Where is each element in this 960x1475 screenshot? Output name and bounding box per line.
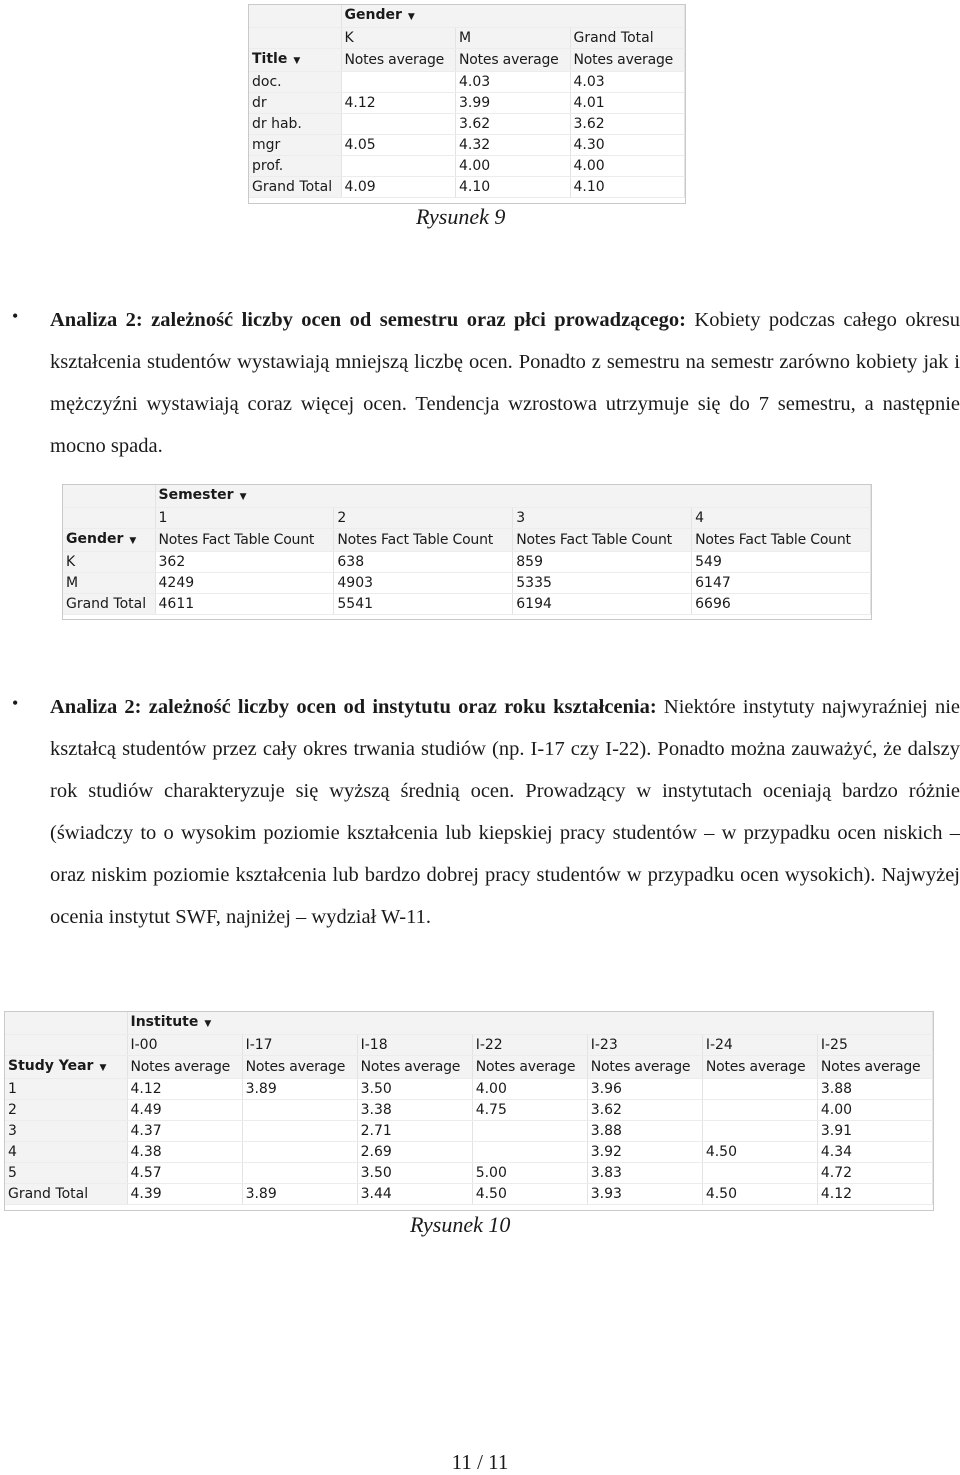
column-key: Grand Total xyxy=(570,28,685,49)
row-label: Grand Total xyxy=(63,594,155,615)
table-row xyxy=(5,1163,933,1184)
value-cell: 3.92 xyxy=(587,1142,702,1163)
value-cell: 4.12 xyxy=(817,1184,932,1205)
value-cell: 4.30 xyxy=(570,135,685,156)
figure-caption-10: Rysunek 10 xyxy=(410,1212,511,1237)
pivot-table-gender-semester xyxy=(62,484,872,620)
value-cell: 4.50 xyxy=(702,1142,817,1163)
table-row xyxy=(63,552,871,573)
value-cell: 4.75 xyxy=(472,1100,587,1121)
measure-header: Notes average xyxy=(242,1056,357,1079)
header-row-keys xyxy=(63,508,871,529)
paragraph-body: Kobiety podczas całego okresu kształcenia studentów wystawiają mniejszą liczbę ocen. Ponadto z semestru na semestr zarówno kobiety jak i mężczyźni wystawiają coraz więcej ocen. Tendencja wzrostowa utrzymuje się do 7 semestru, a następnie mocno spada. xyxy=(50,309,960,457)
value-cell: 549 xyxy=(692,552,871,573)
measure-header: Notes average xyxy=(702,1056,817,1079)
value-cell: 4.00 xyxy=(456,156,571,177)
value-cell: 4.12 xyxy=(341,93,456,114)
value-cell: 4.49 xyxy=(127,1100,242,1121)
value-cell: 3.88 xyxy=(817,1079,932,1100)
value-cell: 4.38 xyxy=(127,1142,242,1163)
value-cell: 4611 xyxy=(155,594,334,615)
column-key: 2 xyxy=(334,508,513,529)
value-cell: 3.99 xyxy=(456,93,571,114)
column-key: I-00 xyxy=(127,1035,242,1056)
column-field-header xyxy=(341,5,685,28)
table-row xyxy=(63,594,871,615)
row-field-header xyxy=(249,49,341,72)
value-cell xyxy=(341,156,456,177)
bullet-2: • xyxy=(12,693,19,713)
value-cell: 4.32 xyxy=(456,135,571,156)
row-label: 1 xyxy=(5,1079,127,1100)
header-row-field xyxy=(5,1012,933,1035)
value-cell: 4.39 xyxy=(127,1184,242,1205)
value-cell: 4.37 xyxy=(127,1121,242,1142)
table-row xyxy=(5,1121,933,1142)
value-cell: 3.93 xyxy=(587,1184,702,1205)
value-cell xyxy=(702,1163,817,1184)
measure-header: Notes average xyxy=(456,49,571,72)
row-label: 5 xyxy=(5,1163,127,1184)
row-label: M xyxy=(63,573,155,594)
value-cell: 3.89 xyxy=(242,1079,357,1100)
header-row-measures xyxy=(5,1056,933,1079)
value-cell xyxy=(472,1121,587,1142)
value-cell: 3.50 xyxy=(357,1079,472,1100)
value-cell xyxy=(702,1100,817,1121)
dropdown-arrow-icon[interactable]: ▼ xyxy=(239,492,247,502)
value-cell: 638 xyxy=(334,552,513,573)
table-row xyxy=(249,114,685,135)
value-cell: 2.69 xyxy=(357,1142,472,1163)
measure-header: Notes Fact Table Count xyxy=(334,529,513,552)
table-row xyxy=(63,573,871,594)
column-key: 3 xyxy=(513,508,692,529)
value-cell: 3.50 xyxy=(357,1163,472,1184)
value-cell: 3.62 xyxy=(570,114,685,135)
column-key: 1 xyxy=(155,508,334,529)
measure-header: Notes Fact Table Count xyxy=(692,529,871,552)
value-cell: 5541 xyxy=(334,594,513,615)
value-cell xyxy=(472,1142,587,1163)
value-cell: 4249 xyxy=(155,573,334,594)
dropdown-arrow-icon[interactable]: ▼ xyxy=(204,1019,212,1029)
measure-header: Notes average xyxy=(817,1056,932,1079)
measure-header: Notes Fact Table Count xyxy=(513,529,692,552)
dropdown-arrow-icon[interactable]: ▼ xyxy=(407,12,415,22)
value-cell: 4.09 xyxy=(341,177,456,198)
header-row-keys xyxy=(5,1035,933,1056)
column-field-label: Gender xyxy=(344,7,402,23)
value-cell: 6194 xyxy=(513,594,692,615)
measure-header: Notes average xyxy=(570,49,685,72)
row-label: K xyxy=(63,552,155,573)
measure-header: Notes Fact Table Count xyxy=(155,529,334,552)
header-row-keys xyxy=(249,28,685,49)
value-cell: 4903 xyxy=(334,573,513,594)
row-label: 4 xyxy=(5,1142,127,1163)
row-label: mgr xyxy=(249,135,341,156)
row-label: dr xyxy=(249,93,341,114)
row-field-label: Title xyxy=(252,51,288,67)
row-field-header xyxy=(5,1056,127,1079)
value-cell: 4.05 xyxy=(341,135,456,156)
value-cell xyxy=(242,1100,357,1121)
value-cell: 4.72 xyxy=(817,1163,932,1184)
row-field-label: Gender xyxy=(66,531,124,547)
value-cell: 4.34 xyxy=(817,1142,932,1163)
corner-cell xyxy=(249,5,341,28)
value-cell: 4.10 xyxy=(570,177,685,198)
value-cell xyxy=(702,1121,817,1142)
value-cell: 2.71 xyxy=(357,1121,472,1142)
value-cell: 4.12 xyxy=(127,1079,242,1100)
measure-header: Notes average xyxy=(357,1056,472,1079)
table-row xyxy=(5,1142,933,1163)
value-cell xyxy=(702,1079,817,1100)
table-row xyxy=(249,135,685,156)
column-key: I-17 xyxy=(242,1035,357,1056)
paragraph-institute-year xyxy=(50,686,960,938)
row-label: dr hab. xyxy=(249,114,341,135)
value-cell: 4.50 xyxy=(472,1184,587,1205)
pivot-table-studyyear-institute xyxy=(4,1011,934,1211)
value-cell xyxy=(341,72,456,93)
value-cell xyxy=(341,114,456,135)
row-label: prof. xyxy=(249,156,341,177)
value-cell: 3.88 xyxy=(587,1121,702,1142)
value-cell xyxy=(242,1142,357,1163)
value-cell: 3.38 xyxy=(357,1100,472,1121)
value-cell: 4.00 xyxy=(817,1100,932,1121)
value-cell xyxy=(242,1163,357,1184)
figure-caption-9: Rysunek 9 xyxy=(416,204,506,229)
row-label: 2 xyxy=(5,1100,127,1121)
corner-cell xyxy=(5,1035,127,1056)
column-key: K xyxy=(341,28,456,49)
measure-header: Notes average xyxy=(341,49,456,72)
row-label: Grand Total xyxy=(249,177,341,198)
value-cell: 4.10 xyxy=(456,177,571,198)
dropdown-arrow-icon[interactable]: ▼ xyxy=(99,1063,107,1073)
column-field-label: Semester xyxy=(158,487,234,503)
value-cell: 3.89 xyxy=(242,1184,357,1205)
bullet-1: • xyxy=(12,306,19,326)
row-field-header xyxy=(63,529,155,552)
measure-header: Notes average xyxy=(587,1056,702,1079)
value-cell: 3.91 xyxy=(817,1121,932,1142)
value-cell: 5335 xyxy=(513,573,692,594)
row-label: doc. xyxy=(249,72,341,93)
paragraph-heading: Analiza 2: zależność liczby ocen od instytutu oraz roku kształcenia: xyxy=(50,696,657,718)
column-key: I-23 xyxy=(587,1035,702,1056)
value-cell: 5.00 xyxy=(472,1163,587,1184)
value-cell: 4.00 xyxy=(472,1079,587,1100)
header-row-field xyxy=(63,485,871,508)
row-field-label: Study Year xyxy=(8,1058,94,1074)
value-cell: 362 xyxy=(155,552,334,573)
column-field-header xyxy=(127,1012,933,1035)
corner-cell xyxy=(63,508,155,529)
row-label: 3 xyxy=(5,1121,127,1142)
value-cell: 3.96 xyxy=(587,1079,702,1100)
paragraph-semester-gender xyxy=(50,299,960,467)
value-cell: 4.03 xyxy=(570,72,685,93)
column-key: M xyxy=(456,28,571,49)
value-cell: 4.01 xyxy=(570,93,685,114)
table-row xyxy=(249,177,685,198)
value-cell xyxy=(242,1121,357,1142)
value-cell: 859 xyxy=(513,552,692,573)
value-cell: 6696 xyxy=(692,594,871,615)
paragraph-heading: Analiza 2: zależność liczby ocen od semestru oraz płci prowadzącego: xyxy=(50,309,686,331)
header-row-field xyxy=(249,5,685,28)
column-key: I-24 xyxy=(702,1035,817,1056)
paragraph-body: Niektóre instytuty najwyraźniej nie kształcą studentów przez cały okres trwania studiów (np. I-17 czy I-22). Ponadto można zauważyć, że dalszy rok studiów charakteryzuje się wyższą średnią ocen. Prowadzący w instytutach oceniają bardzo różnie (świadczy to o wysokim poziomie kształcenia lub kiepskiej pracy studentów – w przypadku ocen niskich – oraz niskim poziomie kształcenia lub bardzo dobrej pracy studentów w przypadku ocen wysokich). Najwyżej ocenia instytut SWF, najniżej – wydział W-11. xyxy=(50,696,960,928)
value-cell: 4.03 xyxy=(456,72,571,93)
corner-cell xyxy=(63,485,155,508)
measure-header: Notes average xyxy=(127,1056,242,1079)
value-cell: 4.50 xyxy=(702,1184,817,1205)
row-label: Grand Total xyxy=(5,1184,127,1205)
page-number: 11 / 11 xyxy=(451,1450,509,1474)
value-cell: 4.57 xyxy=(127,1163,242,1184)
table-row xyxy=(5,1184,933,1205)
corner-cell xyxy=(5,1012,127,1035)
table-row xyxy=(5,1079,933,1100)
header-row-measures xyxy=(249,49,685,72)
value-cell: 6147 xyxy=(692,573,871,594)
column-key: I-25 xyxy=(817,1035,932,1056)
value-cell: 3.62 xyxy=(587,1100,702,1121)
table-row xyxy=(249,72,685,93)
column-key: I-18 xyxy=(357,1035,472,1056)
column-key: 4 xyxy=(692,508,871,529)
column-key: I-22 xyxy=(472,1035,587,1056)
table-row xyxy=(249,93,685,114)
table-row xyxy=(249,156,685,177)
dropdown-arrow-icon[interactable]: ▼ xyxy=(293,56,301,66)
measure-header: Notes average xyxy=(472,1056,587,1079)
pivot-table-title-gender xyxy=(248,4,686,204)
column-field-label: Institute xyxy=(130,1014,199,1030)
value-cell: 3.83 xyxy=(587,1163,702,1184)
corner-cell xyxy=(249,28,341,49)
value-cell: 3.62 xyxy=(456,114,571,135)
dropdown-arrow-icon[interactable]: ▼ xyxy=(129,536,137,546)
value-cell: 3.44 xyxy=(357,1184,472,1205)
value-cell: 4.00 xyxy=(570,156,685,177)
column-field-header xyxy=(155,485,871,508)
header-row-measures xyxy=(63,529,871,552)
table-row xyxy=(5,1100,933,1121)
